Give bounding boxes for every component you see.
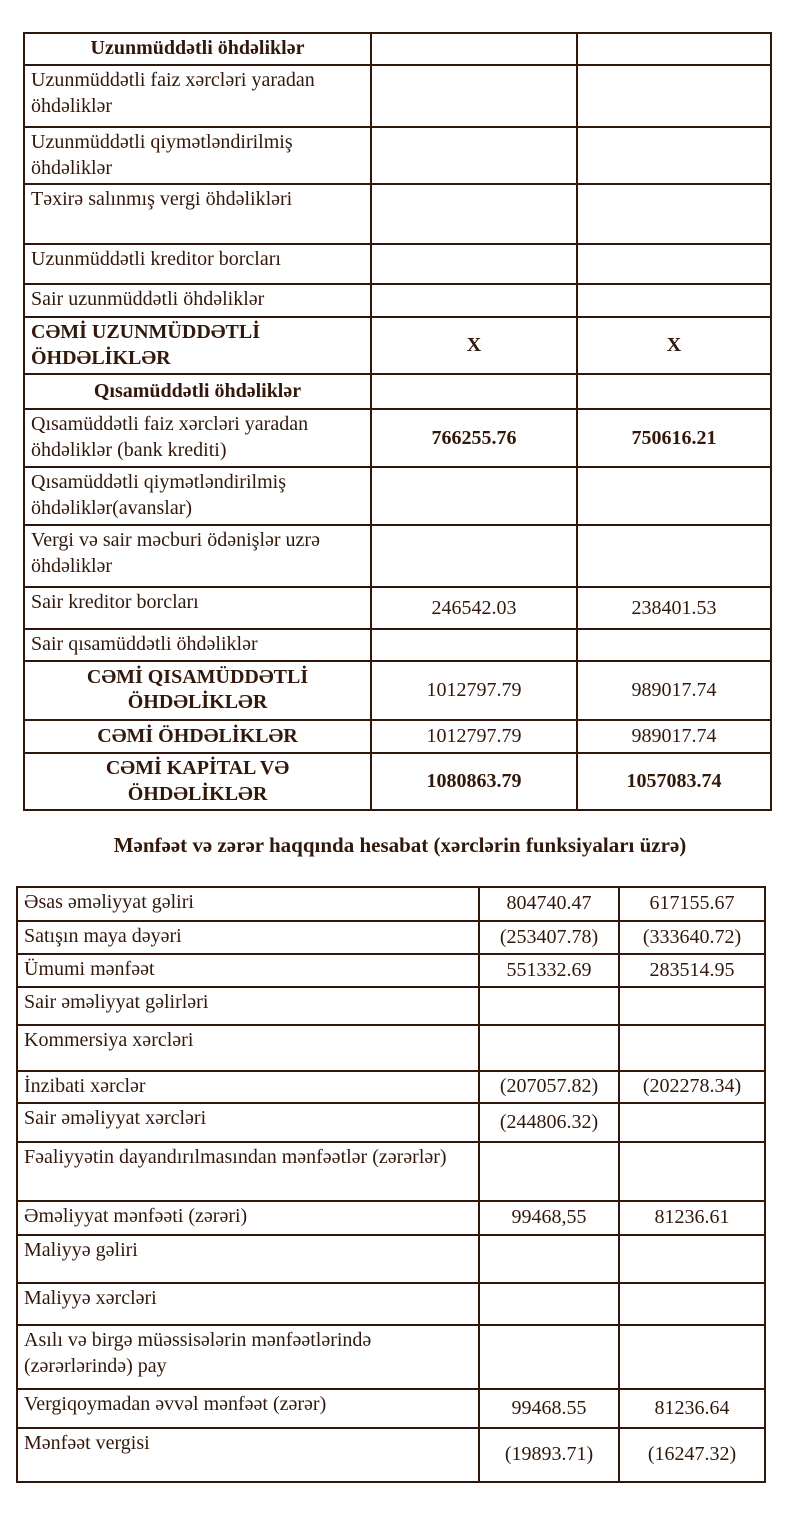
value-col1: 1080863.79 — [371, 753, 577, 810]
value-col2 — [577, 629, 771, 661]
row-label: Ümumi mənfəət — [17, 954, 479, 987]
value-col1: 99468,55 — [479, 1201, 619, 1235]
row-label: Təxirə salınmış vergi öhdəlikləri — [24, 184, 371, 244]
table-row — [24, 244, 771, 284]
total-long-term-label — [24, 317, 371, 374]
value-col1: 804740.47 — [479, 887, 619, 921]
row-label: Uzunmüddətli faiz xərcləri yaradan öhdəliklər — [24, 65, 371, 127]
value-col1 — [479, 1025, 619, 1071]
value-col1 — [371, 244, 577, 284]
table-row — [24, 127, 771, 184]
value-col1 — [371, 525, 577, 587]
table-row — [17, 1071, 765, 1103]
value-col2: 238401.53 — [577, 587, 771, 629]
row-label: Mənfəət vergisi — [17, 1428, 479, 1482]
table-row — [17, 1235, 765, 1283]
row-label: Sair qısamüddətli öhdəliklər — [24, 629, 371, 661]
table-row — [17, 1325, 765, 1389]
value-col1: X — [371, 317, 577, 374]
table-row — [17, 921, 765, 954]
total-short-term-text: CƏMİ QISAMÜDDƏTLİ ÖHDƏLİKLƏR — [86, 665, 309, 714]
value-col1 — [479, 1142, 619, 1201]
value-col2 — [577, 467, 771, 525]
table-row — [17, 1103, 765, 1142]
table-row — [24, 587, 771, 629]
value-col2 — [619, 1103, 765, 1142]
value-col1 — [371, 184, 577, 244]
income-statement-title: Mənfəət və zərər haqqında hesabat (xərclərin funksiyaları üzrə) — [113, 833, 687, 858]
table-row — [24, 525, 771, 587]
table-row — [17, 954, 765, 987]
table-row-total — [24, 661, 771, 720]
table-row — [17, 1428, 765, 1482]
value-col2 — [619, 1235, 765, 1283]
row-label: Qısamüddətli qiymətləndirilmiş öhdəliklər(avanslar) — [24, 467, 371, 525]
value-col2 — [577, 127, 771, 184]
total-capital-liabilities-label — [24, 753, 371, 810]
table-row-total — [24, 317, 771, 374]
total-capital-liabilities-text: CƏMİ KAPİTAL VƏ ÖHDƏLİKLƏR — [105, 756, 290, 805]
value-col1 — [371, 127, 577, 184]
value-col1 — [371, 33, 577, 65]
total-short-term-label — [24, 661, 371, 720]
row-label: Sair əməliyyat gəlirləri — [17, 987, 479, 1025]
section-header-long-term: Uzunmüddətli öhdəliklər — [24, 33, 371, 65]
value-col1 — [479, 987, 619, 1025]
value-col2 — [577, 65, 771, 127]
value-col2: (333640.72) — [619, 921, 765, 954]
row-label: Satışın maya dəyəri — [17, 921, 479, 954]
value-col1 — [371, 284, 577, 317]
row-label: Kommersiya xərcləri — [17, 1025, 479, 1071]
value-col2: (16247.32) — [619, 1428, 765, 1482]
table-row — [24, 184, 771, 244]
value-col1 — [371, 374, 577, 409]
table-row — [17, 1025, 765, 1071]
value-col2: 81236.61 — [619, 1201, 765, 1235]
value-col2 — [577, 284, 771, 317]
row-label: Maliyyə gəliri — [17, 1235, 479, 1283]
value-col2 — [619, 1142, 765, 1201]
value-col1 — [371, 467, 577, 525]
table-row-total — [24, 753, 771, 810]
row-label: Vergi və sair məcburi ödənişlər uzrə öhdəliklər — [24, 525, 371, 587]
value-col2: 750616.21 — [577, 409, 771, 467]
value-col2: 1057083.74 — [577, 753, 771, 810]
value-col1 — [371, 629, 577, 661]
value-col1: (244806.32) — [479, 1103, 619, 1142]
table-row — [17, 1142, 765, 1201]
value-col2: 617155.67 — [619, 887, 765, 921]
balance-sheet-table — [23, 32, 772, 811]
table-row — [17, 987, 765, 1025]
row-label: Asılı və birgə müəssisələrin mənfəətlərində (zərərlərində) pay — [17, 1325, 479, 1389]
value-col1 — [371, 65, 577, 127]
value-col1: (19893.71) — [479, 1428, 619, 1482]
row-label: Uzunmüddətli qiymətləndirilmiş öhdəliklər — [24, 127, 371, 184]
table-row — [24, 467, 771, 525]
value-col2 — [577, 525, 771, 587]
total-long-term-text: CƏMİ UZUNMÜDDƏTLİ ÖHDƏLİKLƏR — [31, 321, 260, 369]
value-col1: 551332.69 — [479, 954, 619, 987]
row-label: Əməliyyat mənfəəti (zərəri) — [17, 1201, 479, 1235]
table-row-total — [24, 720, 771, 753]
section-header-short-term: Qısamüddətli öhdəliklər — [24, 374, 371, 409]
table-row — [17, 1389, 765, 1428]
table-row — [24, 629, 771, 661]
value-col2 — [619, 987, 765, 1025]
value-col2: 81236.64 — [619, 1389, 765, 1428]
row-label: Qısamüddətli faiz xərcləri yaradan öhdəliklər (bank krediti) — [24, 409, 371, 467]
value-col1: 99468.55 — [479, 1389, 619, 1428]
row-label: Fəaliyyətin dayandırılmasından mənfəətlər (zərərlər) — [17, 1142, 479, 1201]
value-col2 — [619, 1025, 765, 1071]
value-col1: 766255.76 — [371, 409, 577, 467]
value-col2 — [577, 374, 771, 409]
document-page — [0, 32, 800, 1521]
value-col2 — [577, 184, 771, 244]
value-col1 — [479, 1235, 619, 1283]
row-label: Sair uzunmüddətli öhdəliklər — [24, 284, 371, 317]
value-col1: 246542.03 — [371, 587, 577, 629]
income-statement-table — [16, 886, 766, 1483]
row-label: Sair kreditor borcları — [24, 587, 371, 629]
value-col2 — [619, 1325, 765, 1389]
row-label: İnzibati xərclər — [17, 1071, 479, 1103]
row-label: Vergiqoymadan əvvəl mənfəət (zərər) — [17, 1389, 479, 1428]
value-col2: (202278.34) — [619, 1071, 765, 1103]
value-col2: 989017.74 — [577, 661, 771, 720]
row-label: Əsas əməliyyat gəliri — [17, 887, 479, 921]
table-row — [24, 409, 771, 467]
value-col2: 283514.95 — [619, 954, 765, 987]
table-row — [17, 1201, 765, 1235]
table-row — [24, 33, 771, 65]
value-col2 — [577, 33, 771, 65]
table-row — [17, 1283, 765, 1325]
table-row — [17, 887, 765, 921]
table-row — [24, 374, 771, 409]
value-col2 — [619, 1283, 765, 1325]
table-row — [24, 284, 771, 317]
value-col1: 1012797.79 — [371, 661, 577, 720]
row-label: Sair əməliyyat xərcləri — [17, 1103, 479, 1142]
row-label: Maliyyə xərcləri — [17, 1283, 479, 1325]
value-col1: (253407.78) — [479, 921, 619, 954]
table-row — [24, 65, 771, 127]
value-col1: (207057.82) — [479, 1071, 619, 1103]
value-col1: 1012797.79 — [371, 720, 577, 753]
value-col2 — [577, 244, 771, 284]
total-liabilities-label: CƏMİ ÖHDƏLİKLƏR — [24, 720, 371, 753]
value-col1 — [479, 1325, 619, 1389]
value-col1 — [479, 1283, 619, 1325]
value-col2: 989017.74 — [577, 720, 771, 753]
value-col2: X — [577, 317, 771, 374]
row-label: Uzunmüddətli kreditor borcları — [24, 244, 371, 284]
